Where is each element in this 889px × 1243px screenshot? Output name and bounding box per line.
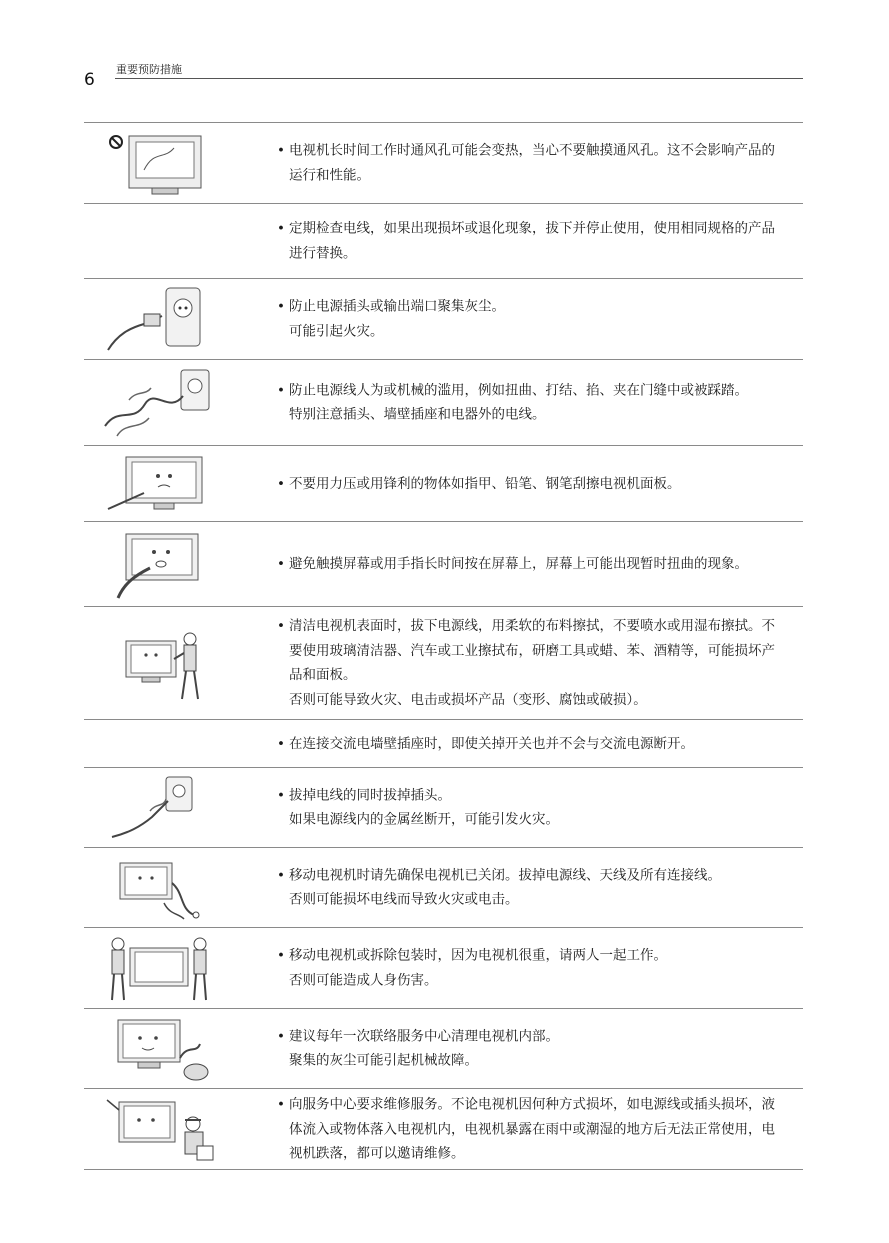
precaution-row	[84, 928, 803, 1009]
precaution-text	[277, 863, 783, 912]
precaution-bullet: • 移动电视机时请先确保电视机已关闭。拔掉电源线、天线及所有连接线。	[277, 863, 783, 888]
precautions-table	[84, 122, 803, 1170]
unplug-by-plug-icon	[94, 768, 224, 847]
precaution-bullet: • 向服务中心要求维修服务。不论电视机因何种方式损坏，如电源线或插头损坏，液体流入或物体落入电视机内，电视机暴露在雨中或潮湿的地方后无法正常使用，电视机跌落，都可以邀请维修。	[277, 1092, 783, 1166]
header-divider	[115, 78, 803, 79]
cleaning-tv-icon	[94, 607, 224, 719]
precaution-bullet: • 拔掉电线的同时拔掉插头。	[277, 783, 783, 808]
vacuum-dust-icon	[94, 1009, 224, 1088]
precaution-text	[277, 552, 783, 577]
disconnect-cables-icon	[94, 848, 224, 927]
precaution-bullet: • 电视机长时间工作时通风孔可能会变热，当心不要触摸通风孔。这不会影响产品的运行和性能。	[277, 139, 783, 188]
precaution-text	[277, 471, 783, 496]
dusty-plug-socket-icon	[94, 279, 224, 359]
precaution-row	[84, 848, 803, 928]
precaution-row	[84, 1089, 803, 1170]
twisted-cord-icon	[94, 360, 224, 445]
precaution-text	[277, 1024, 783, 1073]
precaution-row	[84, 123, 803, 204]
two-people-carry-icon	[94, 928, 224, 1008]
page-number: 6	[84, 70, 95, 90]
precaution-bullet: • 防止电源插头或输出端口聚集灰尘。	[277, 295, 783, 320]
precaution-row	[84, 360, 803, 446]
precaution-note: 否则可能造成人身伤害。	[289, 972, 438, 988]
precaution-text	[277, 295, 783, 344]
precaution-row	[84, 446, 803, 522]
scratch-tv-panel-icon	[94, 446, 224, 521]
precaution-row	[84, 720, 803, 768]
precaution-row	[84, 204, 803, 279]
precaution-text	[277, 731, 783, 756]
precaution-bullet: • 避免触摸屏幕或用手指长时间按在屏幕上，屏幕上可能出现暂时扭曲的现象。	[277, 552, 783, 577]
tv-vent-no-touch-icon	[94, 123, 224, 203]
press-screen-finger-icon	[94, 522, 224, 606]
precaution-bullet: • 在连接交流电墙壁插座时，即使关掉开关也并不会与交流电源断开。	[277, 731, 783, 756]
precaution-row	[84, 768, 803, 848]
precaution-bullet: • 建议每年一次联络服务中心清理电视机内部。	[277, 1024, 783, 1049]
precaution-text	[277, 378, 783, 427]
precaution-text	[277, 217, 783, 266]
precaution-row	[84, 1009, 803, 1089]
precaution-note: 可能引起火灾。	[289, 323, 384, 339]
precaution-row	[84, 607, 803, 720]
precaution-note: 如果电源线内的金属丝断开，可能引发火灾。	[289, 811, 559, 828]
service-technician-icon	[94, 1089, 224, 1169]
precaution-text	[277, 944, 783, 993]
precaution-bullet: • 定期检查电线，如果出现损坏或退化现象，拔下并停止使用，使用相同规格的产品进行替换。	[277, 217, 783, 266]
precaution-note: 否则可能导致火灾、电击或损坏产品（变形、腐蚀或破损）。	[289, 691, 647, 708]
precaution-note: 否则可能损坏电线而导致火灾或电击。	[289, 891, 519, 908]
precaution-note: 特别注意插头、墙壁插座和电器外的电线。	[289, 406, 546, 423]
precaution-text	[277, 783, 783, 832]
page-title: 重要预防措施	[116, 63, 182, 76]
precaution-row	[84, 522, 803, 607]
precaution-note: 聚集的灰尘可能引起机械故障。	[289, 1052, 478, 1069]
precaution-text	[277, 139, 783, 188]
precaution-bullet: • 清洁电视机表面时，拔下电源线，用柔软的布料擦拭，不要喷水或用湿布擦拭。不要使用玻璃清洁器、汽车或工业擦拭布，研磨工具或蜡、苯、酒精等，可能损坏产品和面板。	[277, 614, 783, 688]
precaution-bullet: • 防止电源线人为或机械的滥用，例如扭曲、打结、掐、夹在门缝中或被踩踏。	[277, 378, 783, 403]
precaution-text	[277, 1092, 783, 1166]
precaution-bullet: • 移动电视机或拆除包装时，因为电视机很重，请两人一起工作。	[277, 944, 783, 969]
precaution-text	[277, 614, 783, 712]
precaution-row	[84, 279, 803, 360]
precaution-bullet: • 不要用力压或用锋利的物体如指甲、铅笔、钢笔刮擦电视机面板。	[277, 471, 783, 496]
